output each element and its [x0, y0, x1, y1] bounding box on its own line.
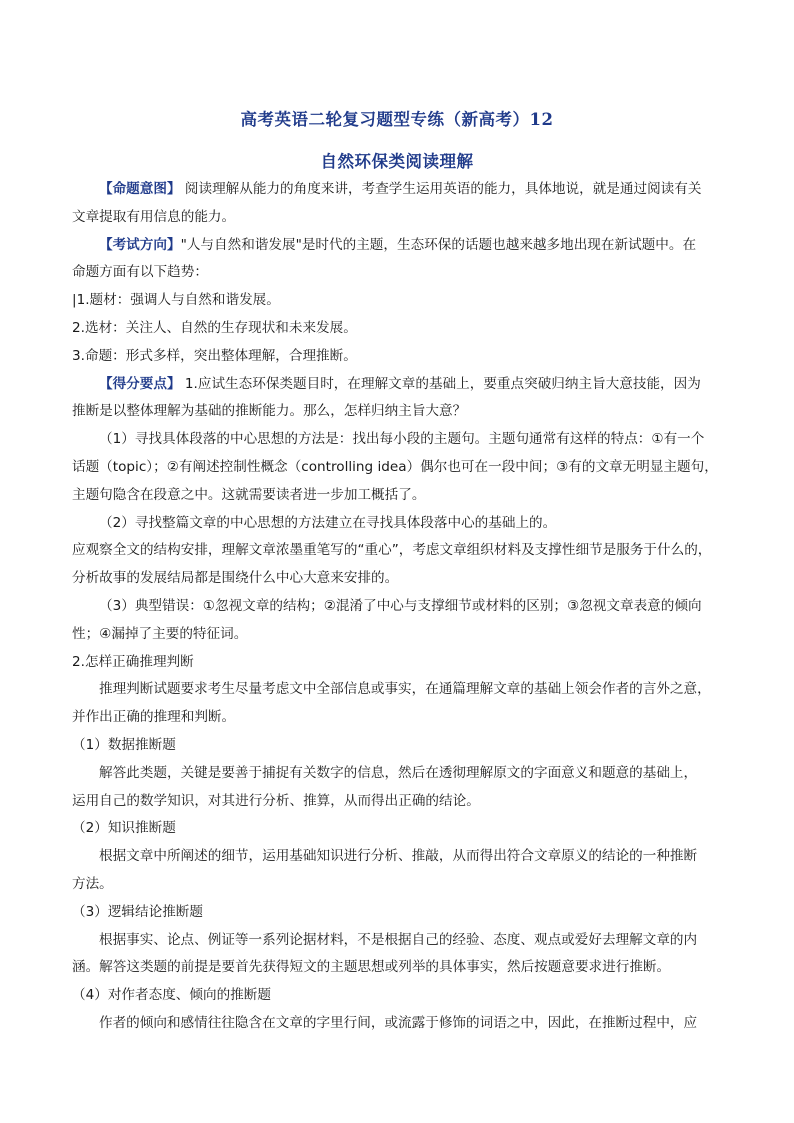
- sub4-heading: （4）对作者态度、倾向的推断题: [72, 987, 271, 1004]
- direction-line-2: 命题方面有以下趋势：: [72, 264, 208, 281]
- document-title: 高考英语二轮复习题型专练（新高考）12: [240, 110, 554, 129]
- direction-text: "人与自然和谐发展"是时代的主题，生态环保的话题也越来越多地出现在新试题中。在: [180, 236, 697, 253]
- direction-label: 【考试方向】: [99, 236, 181, 253]
- trend-item-2: 2.选材：关注人、自然的生存现状和未来发展。: [72, 319, 357, 336]
- trend-item-3: 3.命题：形式多样，突出整体理解，合理推断。: [72, 347, 357, 364]
- intent-label: 【命题意图】: [99, 181, 181, 197]
- intent-line-1: [72, 176, 724, 204]
- para2-line-2: 应观察全文的结构安排，理解文章浓墨重笔写的“重心”，考虑文章组织材料及支撑性细节是服务于什么的，: [72, 542, 712, 559]
- direction-line-1: [72, 232, 724, 260]
- inference-line-2: 并作出正确的推理和判断。: [72, 709, 236, 726]
- document-body: [72, 176, 724, 1038]
- para3-line-2: 性；④漏掉了主要的特征词。: [72, 625, 248, 642]
- score-line-2: 推断是以整体理解为基础的推断能力。那么，怎样归纳主旨大意？: [72, 403, 467, 420]
- section-heading-inference: 2.怎样正确推理判断: [72, 653, 194, 670]
- sub2-heading: （2）知识推断题: [72, 820, 176, 837]
- score-label: 【得分要点】: [99, 375, 181, 392]
- sub1-heading: （1）数据推断题: [72, 736, 176, 753]
- para1-line-1: （1）寻找具体段落的中心思想的方法是：找出每小段的主题句。主题句通常有这样的特点：①有一个: [99, 431, 705, 448]
- sub3-line-1: 根据事实、论点、例证等一系列论据材料，不是根据自己的经验、态度、观点或爱好去理解文章的内: [99, 931, 698, 948]
- trend-item-1: |1.题材：强调人与自然和谐发展。: [72, 292, 280, 309]
- inference-line-1: 推理判断试题要求考生尽量考虑文中全部信息或事实，在通篇理解文章的基础上领会作者的言外之意，: [99, 681, 711, 698]
- intent-text: 阅读理解从能力的角度来讲，考查学生运用英语的能力，具体地说，就是通过阅读有关: [184, 181, 702, 197]
- sub2-line-2: 方法。: [72, 875, 113, 892]
- para3-line-1: （3）典型错误：①忽视文章的结构；②混淆了中心与支撑细节或材料的区别；③忽视文章表意的倾向: [99, 597, 702, 614]
- para2-line-3: 分析故事的发展结局都是围绕什么中心大意来安排的。: [72, 570, 399, 587]
- document-subtitle: 自然环保类阅读理解: [320, 152, 474, 171]
- sub1-line-1: 解答此类题，关键是要善于捕捉有关数字的信息，然后在透彻理解原文的字面意义和题意的基础上，: [99, 764, 698, 781]
- para2-line-1: （2）寻找整篇文章的中心思想的方法建立在寻找具体段落中心的基础上的。: [99, 514, 557, 531]
- intent-line-2: 文章提取有用信息的能力。: [72, 208, 236, 225]
- score-line-1: [72, 371, 724, 399]
- sub2-line-1: 根据文章中所阐述的细节，运用基础知识进行分析、推敲，从而得出符合文章原义的结论的一种推断: [99, 848, 698, 865]
- sub4-line-1: 作者的倾向和感情往往隐含在文章的字里行间，或流露于修饰的词语之中，因此，在推断过程中，应: [99, 1014, 698, 1031]
- score-text: 1.应试生态环保类题目时，在理解文章的基础上，要重点突破归纳主旨大意技能，因为: [184, 375, 701, 392]
- sub1-line-2: 运用自己的数学知识，对其进行分析、推算，从而得出正确的结论。: [72, 792, 480, 809]
- para1-line-2: 话题（topic）；②有阐述控制性概念（controlling idea）偶尔也可在一段中间；③有的文章无明显主题句，: [72, 458, 718, 475]
- para1-line-3: 主题句隐含在段意之中。这就需要读者进一步加工概括了。: [72, 486, 426, 503]
- sub3-line-2: 涵。解答这类题的前提是要首先获得短文的主题思想或列举的具体事实，然后按题意要求进行推断。: [72, 959, 671, 976]
- sub3-heading: （3）逻辑结论推断题: [72, 903, 203, 920]
